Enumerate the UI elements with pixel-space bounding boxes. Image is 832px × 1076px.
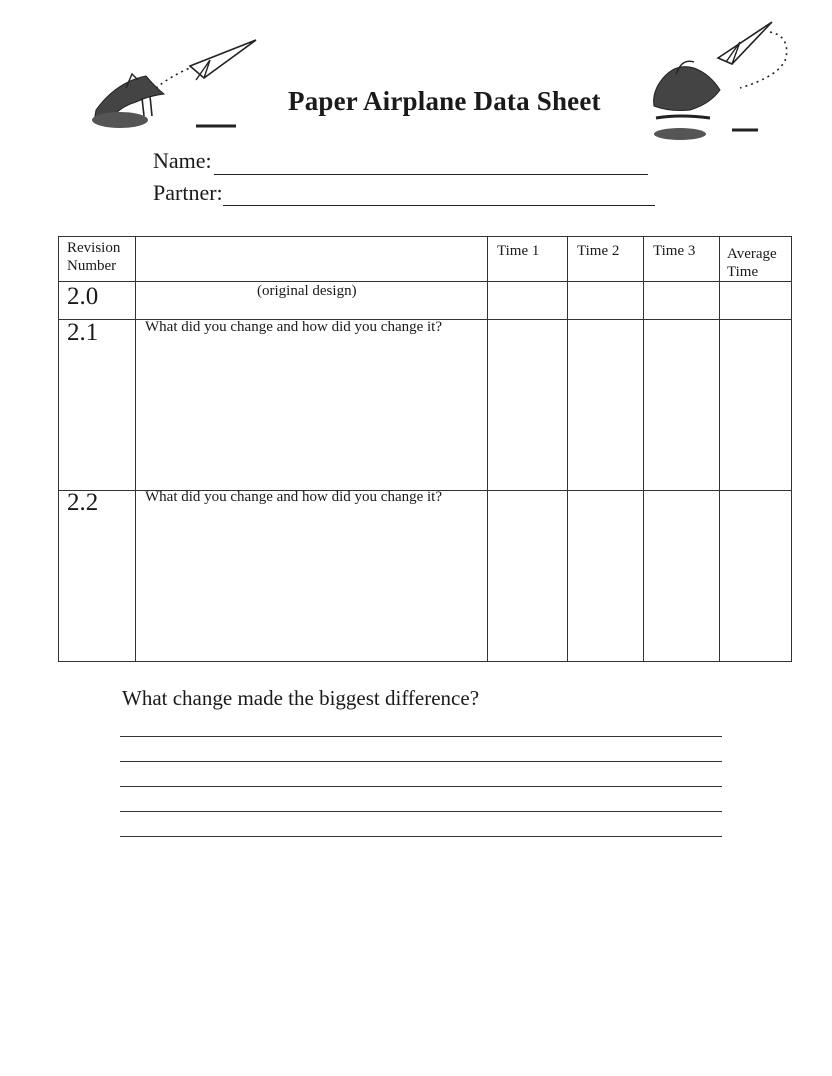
revision-number: 2.2 (67, 489, 99, 516)
revision-number: 2.0 (67, 283, 99, 310)
header-time2: Time 2 (577, 243, 620, 259)
row-description: (original design) (257, 283, 357, 299)
answer-line[interactable] (120, 736, 722, 737)
time2-cell[interactable] (569, 283, 641, 317)
column-divider (567, 237, 568, 661)
time3-cell[interactable] (645, 492, 717, 660)
average-cell[interactable] (721, 283, 791, 317)
boy-chasing-paper-airplane-icon (640, 18, 800, 142)
header-average-line1: Average (727, 246, 777, 262)
column-divider (135, 237, 136, 661)
row-description: What did you change and how did you change it? (145, 489, 442, 505)
header-revision (67, 239, 120, 275)
time2-cell[interactable] (569, 321, 641, 488)
time2-cell[interactable] (569, 492, 641, 660)
time1-cell[interactable] (489, 321, 565, 488)
row-divider (59, 281, 791, 282)
boy-throwing-paper-airplane-icon (86, 36, 262, 136)
name-label: Name: (153, 148, 212, 173)
time1-cell[interactable] (489, 283, 565, 317)
column-divider (487, 237, 488, 661)
page-title: Paper Airplane Data Sheet (288, 86, 601, 116)
header-time3: Time 3 (653, 243, 696, 259)
header-time1: Time 1 (497, 243, 540, 259)
answer-line[interactable] (120, 786, 722, 787)
answer-line[interactable] (120, 811, 722, 812)
time3-cell[interactable] (645, 321, 717, 488)
partner-label: Partner: (153, 180, 223, 205)
time1-cell[interactable] (489, 492, 565, 660)
time3-cell[interactable] (645, 283, 717, 317)
average-cell[interactable] (721, 492, 791, 660)
column-divider (643, 237, 644, 661)
row-description: What did you change and how did you change it? (145, 319, 442, 335)
partner-field[interactable] (223, 205, 655, 206)
column-divider (719, 237, 720, 661)
answer-line[interactable] (120, 761, 722, 762)
question-text: What change made the biggest difference? (122, 686, 480, 710)
header-revision-line1: Revision (67, 240, 121, 256)
name-field[interactable] (214, 174, 648, 175)
answer-line[interactable] (120, 836, 722, 837)
data-table (58, 236, 792, 662)
header-revision-line2: Number (67, 258, 117, 274)
average-cell[interactable] (721, 321, 791, 488)
revision-number: 2.1 (67, 319, 99, 346)
header-average-line2: Time (727, 264, 759, 280)
header-average (727, 245, 777, 281)
